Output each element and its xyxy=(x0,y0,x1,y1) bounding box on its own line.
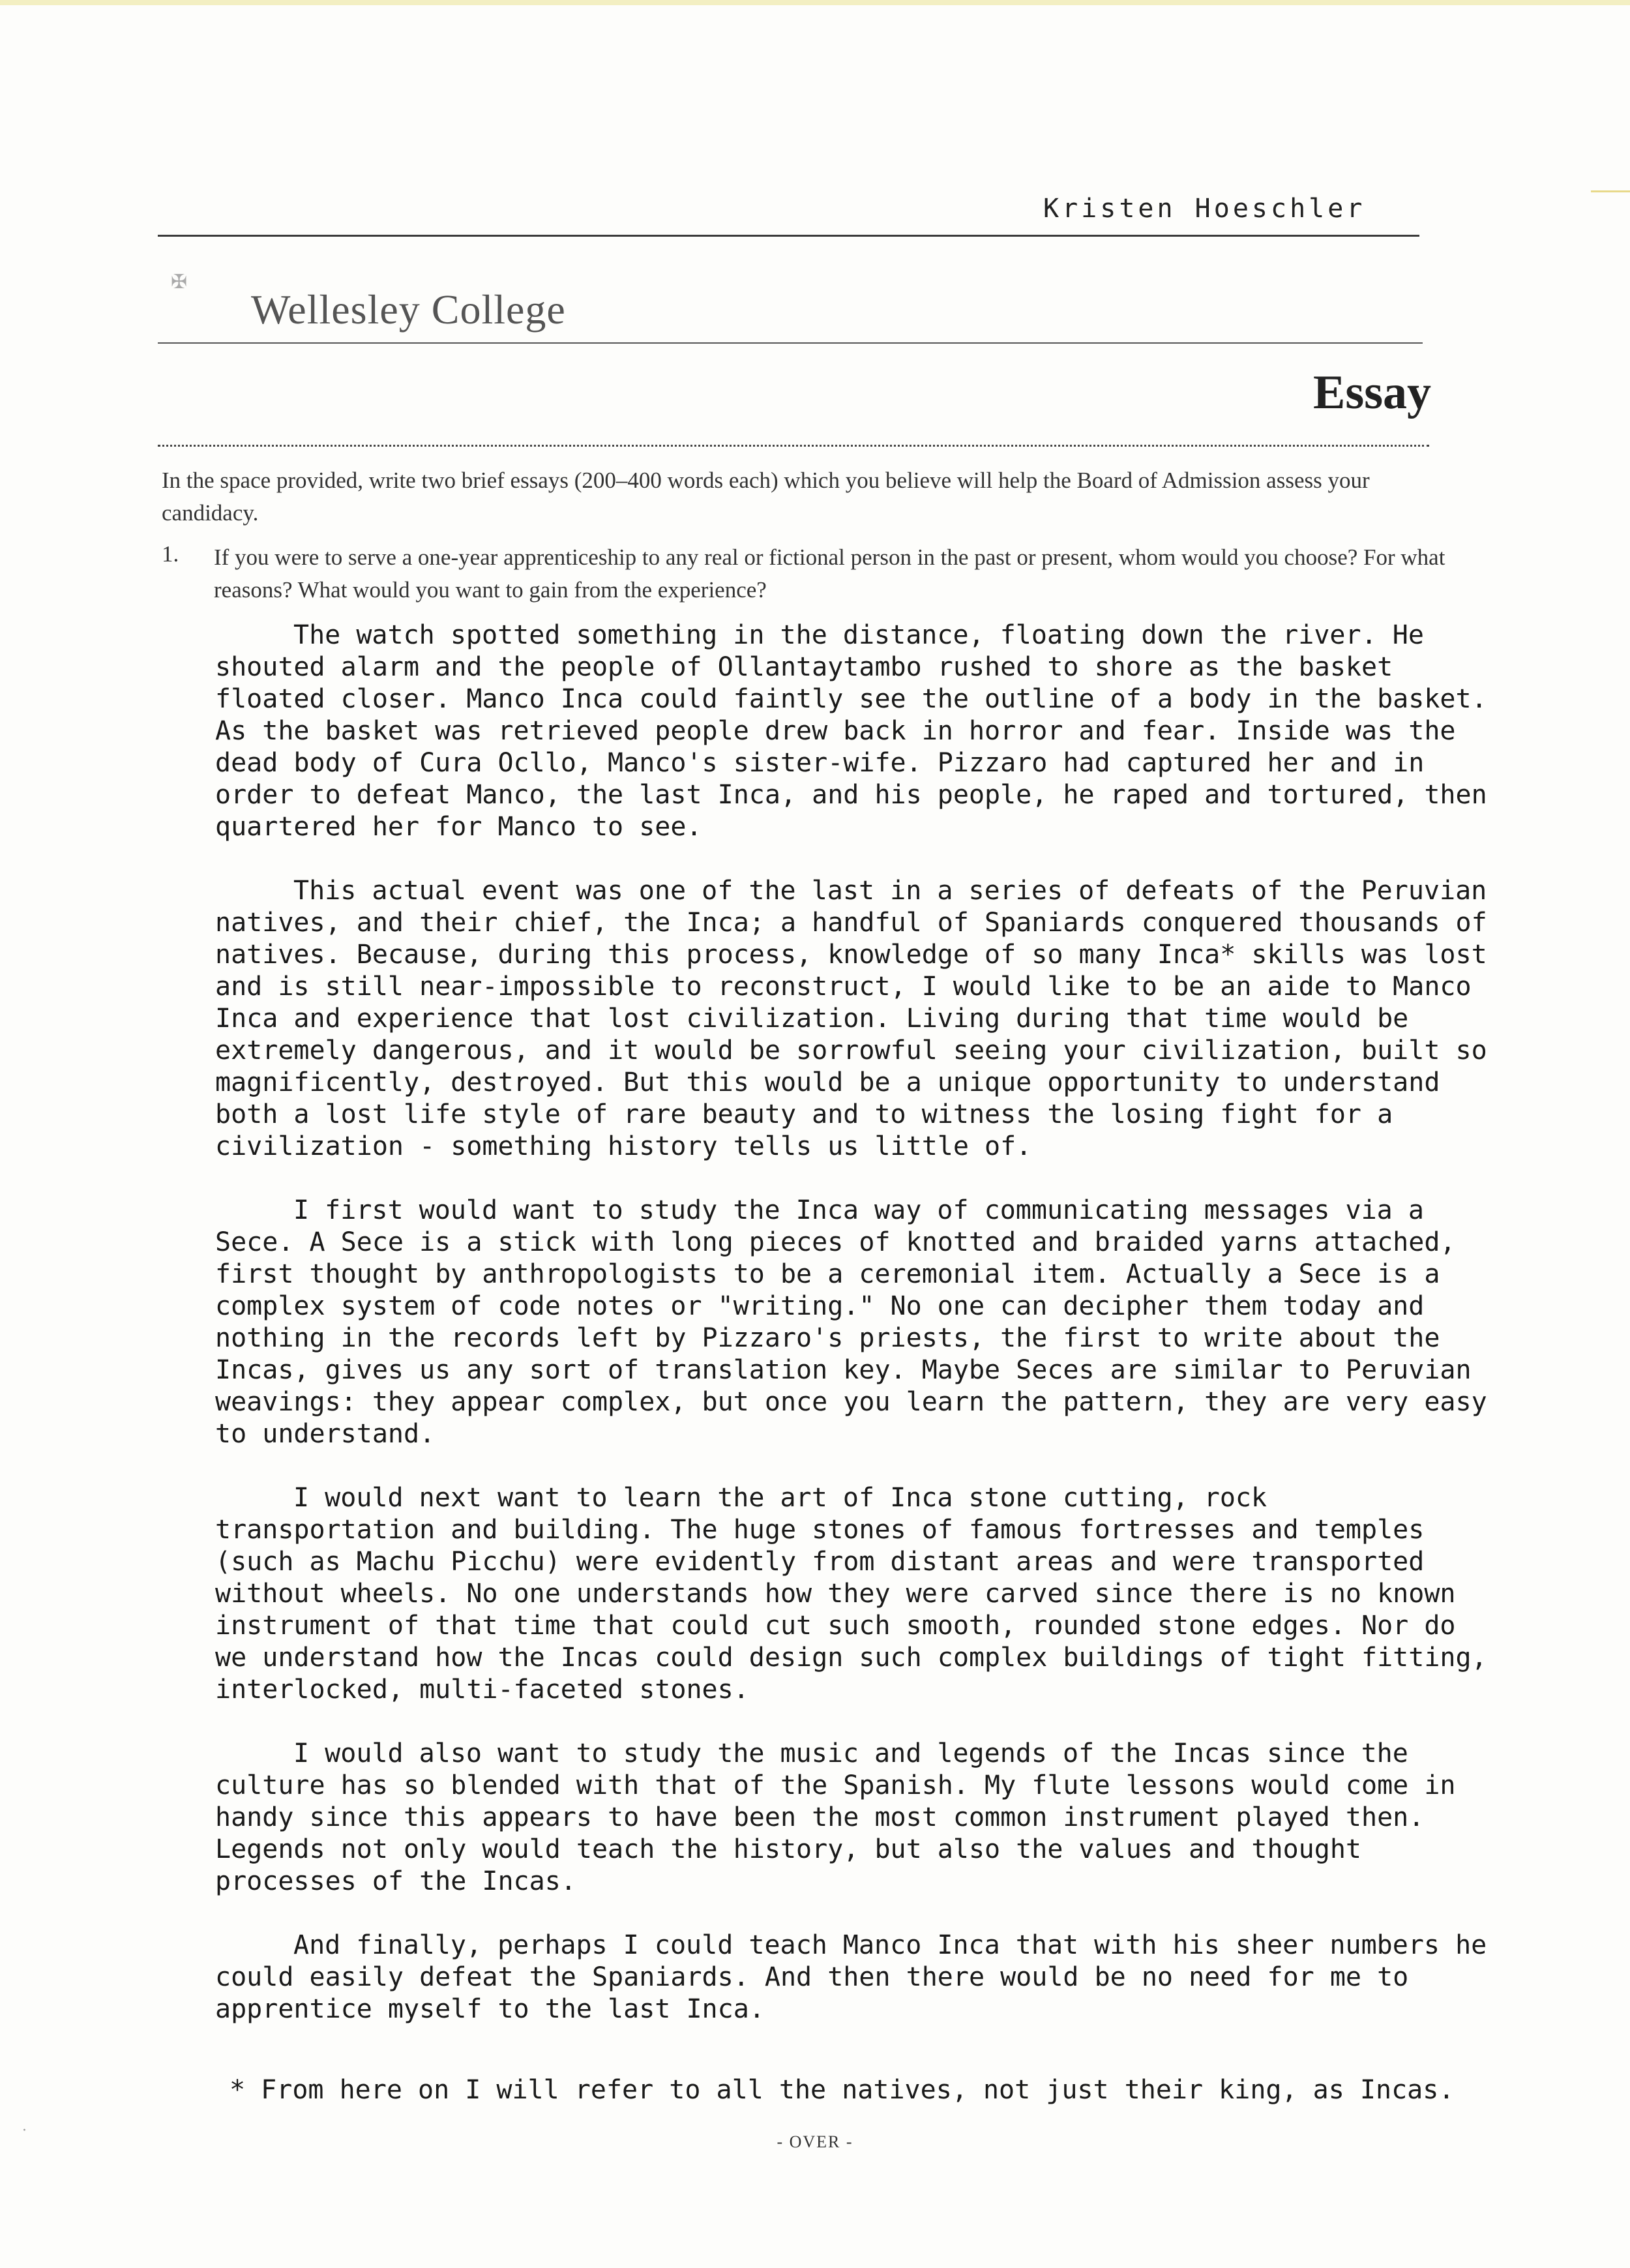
page-edge-strip xyxy=(0,0,1630,5)
header-bottom-rule xyxy=(158,445,1429,447)
instructions-text: In the space provided, write two brief essays (200–400 words each) which you believe will help the Board of Admission assess your candidacy. xyxy=(162,468,1370,526)
page-footer: - OVER - xyxy=(777,2132,853,2151)
essay-paragraph: And finally, perhaps I could teach Manco Inca that with his sheer numbers he could easily defeat the Spaniards. And then there would be no need for me to apprentice myself to the last Inca. xyxy=(215,1930,1487,2024)
essay-paragraph: I would also want to study the music and legends of the Incas since the culture has so blended with that of the Spanish. My flute lessons would come in handy since this appears to have been the most common instrument played then. Legends not only would teach the history, but also the values and thought processes of the Incas. xyxy=(215,1738,1456,1896)
margin-mark-icon: · xyxy=(22,2123,27,2139)
question-number: 1. xyxy=(162,541,179,567)
essay-paragraph: This actual event was one of the last in a series of defeats of the Peruvian natives, and their chief, the Inca; a handful of Spaniards conquered thousands of natives. Because, during this process, knowledge of so many Inca* skills was lost and is still near-impossible to reconstruct, I would like to be an aide to Manco Inca and experience that lost civilization. Living during that time would be extremely dangerous, and it would be sorrowful seeing your civilization, built so magnificently, destroyed. But this would be a unique opportunity to understand both a lost life style of rare beauty and to witness the losing fight for a civilization - something history tells us little of. xyxy=(215,876,1487,1161)
applicant-name: Kristen Hoeschler xyxy=(1043,194,1366,224)
question-text: If you were to serve a one-year apprenticeship to any real or fictional person in the past or present, whom would you choose? For what reasons? What would you want to gain from the experience? xyxy=(214,545,1445,603)
essay-paragraph: I first would want to study the Inca way of communicating messages via a Sece. A Sece is a stick with long pieces of knotted and braided yarns attached, first thought by anthropologists to be a ceremonial item. Actually a Sece is a complex system of code notes or "writing." No one can decipher them today and nothing in the records left by Pizzaro's priests, the first to write about the Incas, gives us any sort of translation key. Maybe Seces are similar to Peruvian weavings: they appear complex, but once you learn the pattern, they are very easy to understand. xyxy=(215,1195,1487,1449)
footnote: * From here on I will refer to all the natives, not just their king, as Incas. xyxy=(230,2075,1455,2105)
header-top-rule xyxy=(158,235,1419,237)
essay-body xyxy=(215,619,1490,2057)
paper-edge-mark xyxy=(1591,190,1630,192)
college-name: Wellesley College xyxy=(251,286,566,333)
essay-paragraph: The watch spotted something in the distance, floating down the river. He shouted alarm and the people of Ollantaytambo rushed to shore as the basket floated closer. Manco Inca could faintly see the outline of a body in the basket. As the basket was retrieved people drew back in horror and fear. Inside was the dead body of Cura Ocllo, Manco's sister-wife. Pizzaro had captured her and in order to defeat Manco, the last Inca, and his people, he raped and tortured, then quartered her for Manco to see. xyxy=(215,620,1487,842)
essay-paragraph: I would next want to learn the art of Inca stone cutting, rock transportation and building. The huge stones of famous fortresses and temples (such as Machu Picchu) were evidently from distant areas and were transported without wheels. No one understands how they were carved since there is no known instrument of that time that could cut such smooth, rounded stone edges. Nor do we understand how the Incas could design such complex buildings of tight fitting, interlocked, multi-faceted stones. xyxy=(215,1483,1487,1705)
header-middle-rule xyxy=(158,342,1423,344)
college-seal-icon: ✠ xyxy=(171,271,188,293)
form-title: Essay xyxy=(1313,366,1431,419)
